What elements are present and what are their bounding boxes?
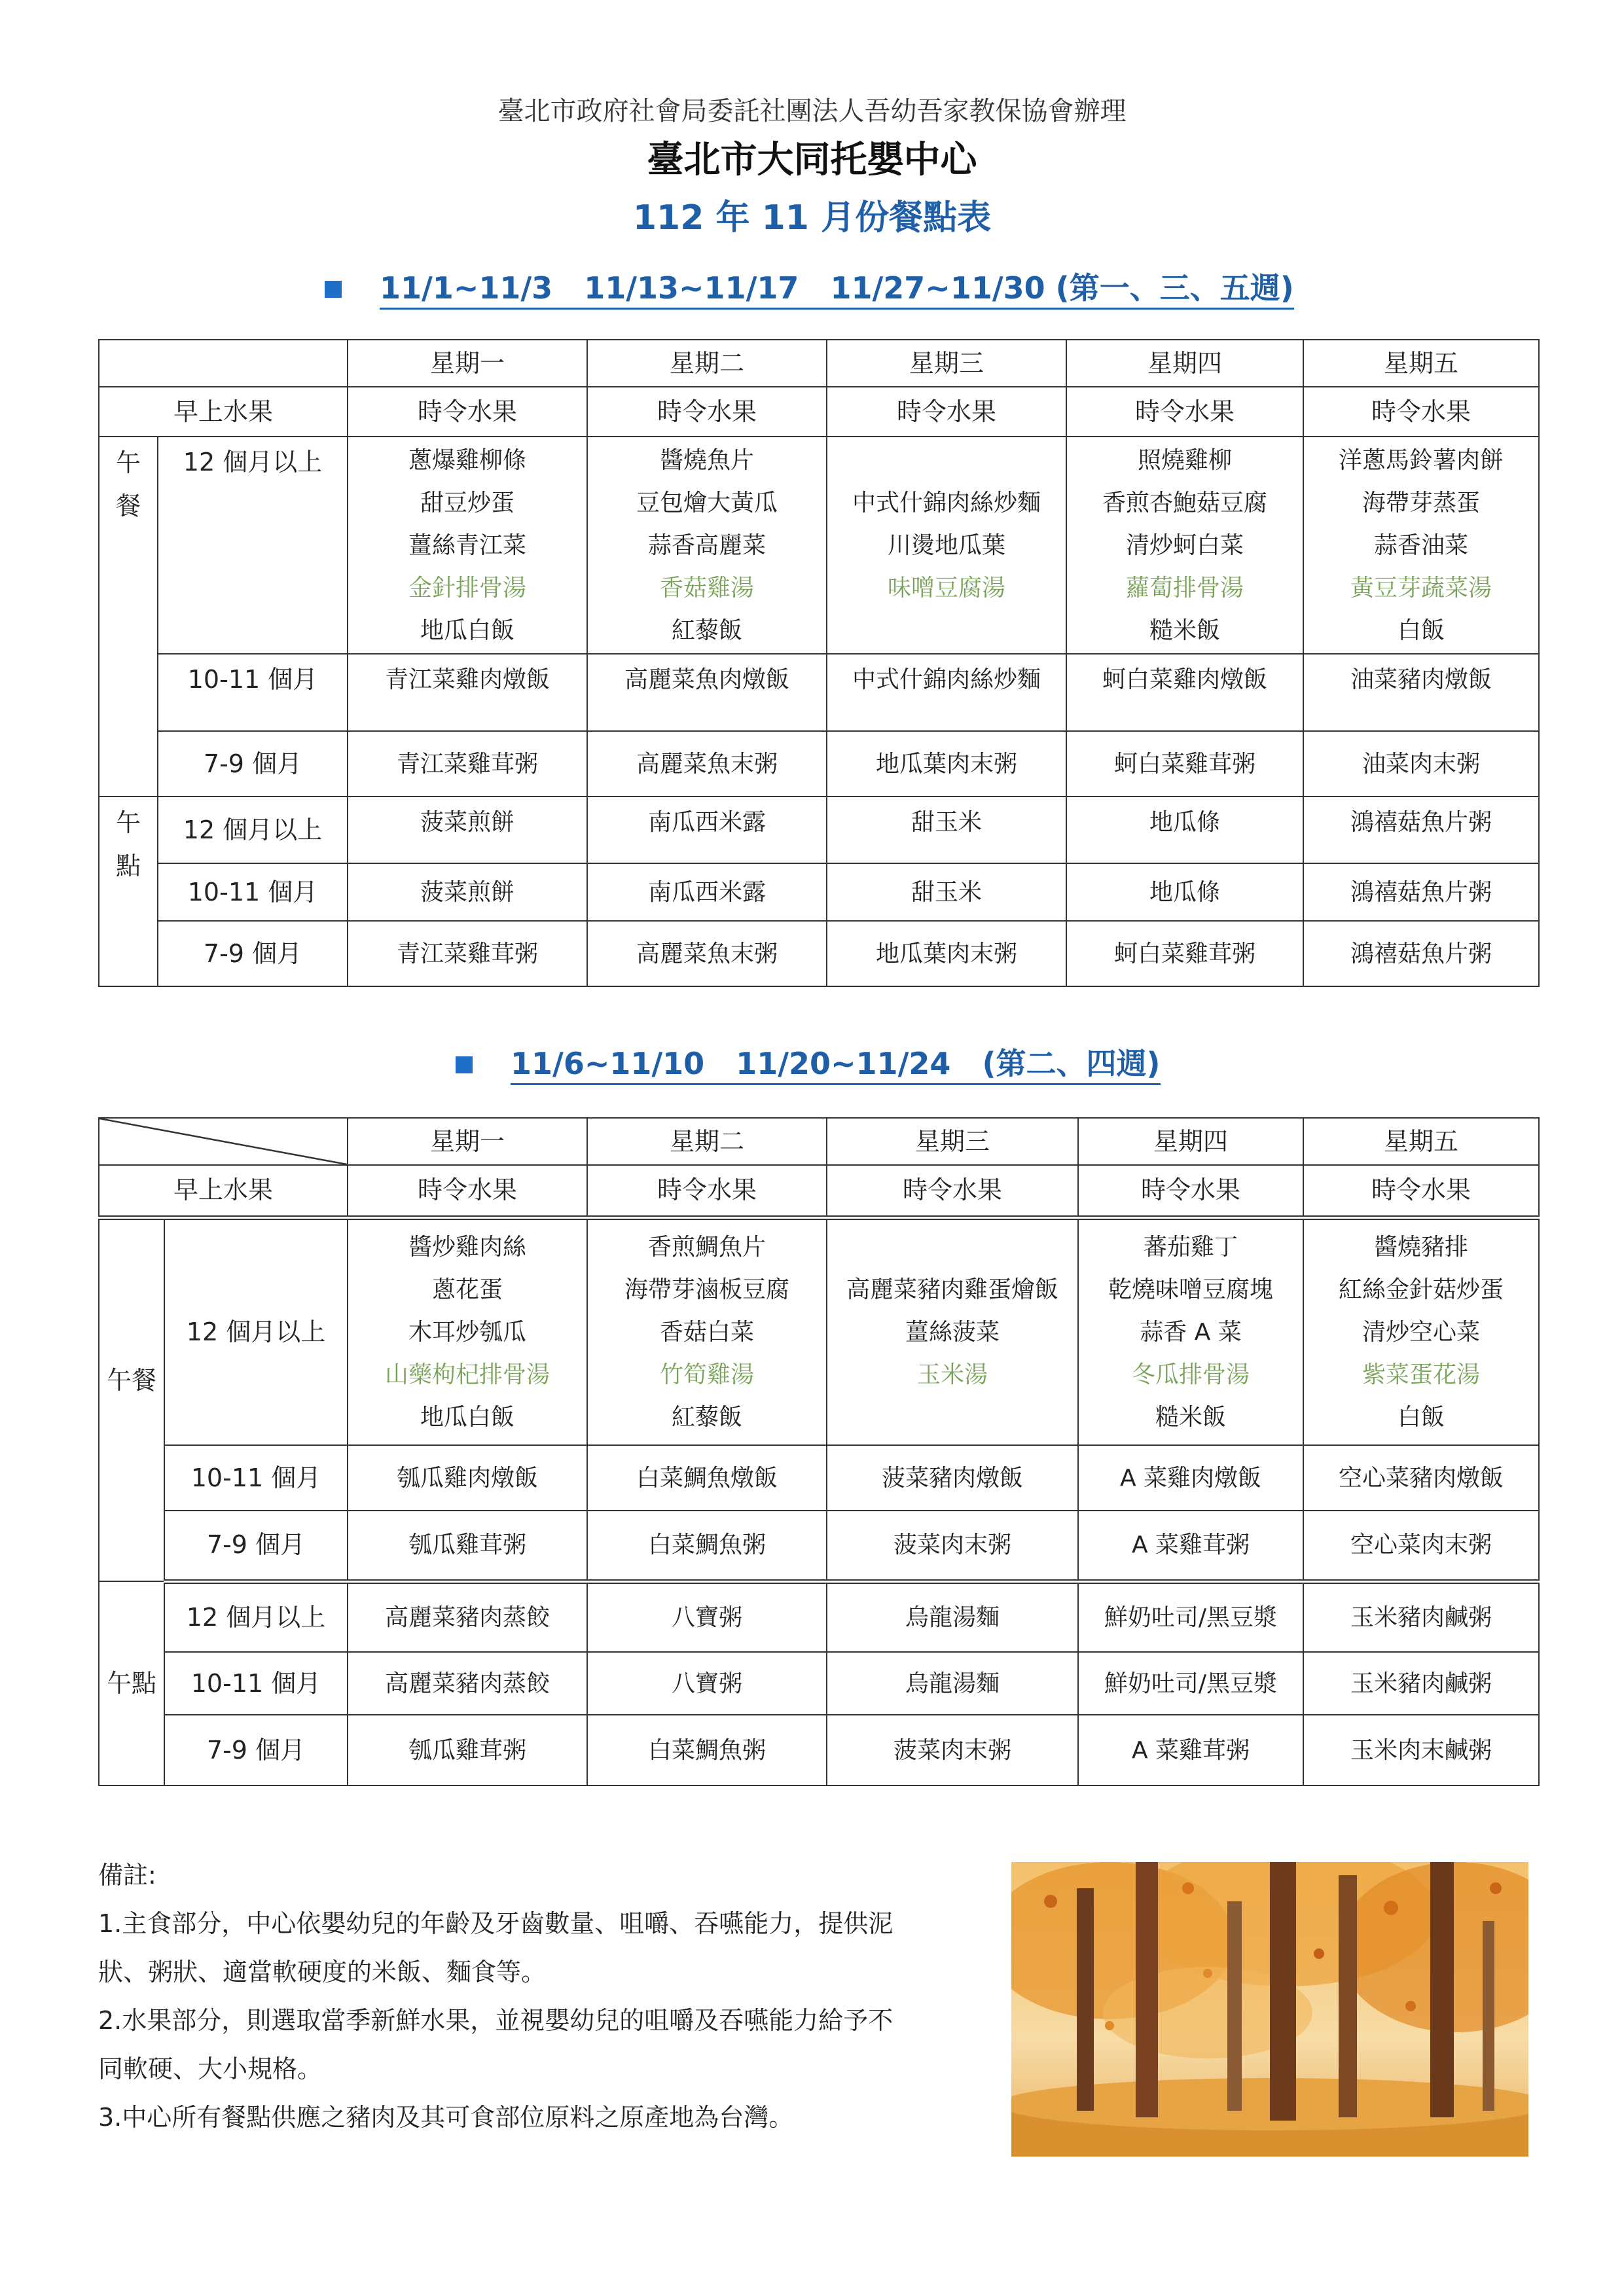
- lunch-7-cell: 高麗菜魚末粥: [587, 731, 827, 797]
- menu-item: 紅藜飯: [671, 617, 742, 644]
- lunch-10-cell: 菠菜豬肉燉飯: [827, 1445, 1078, 1511]
- menu-item: [827, 1396, 1077, 1439]
- soup-item: 冬瓜排骨湯: [1131, 1361, 1250, 1388]
- menu-item: 木耳炒瓠瓜: [408, 1318, 526, 1346]
- snack-12-cell: 鮮奶吐司/黑豆漿: [1078, 1581, 1303, 1652]
- soup-item: 竹筍雞湯: [659, 1361, 754, 1388]
- day-header: 星期五: [1303, 1118, 1539, 1165]
- lunch-10-cell: 油菜豬肉燉飯: [1303, 654, 1539, 731]
- fruit-cell: 時令水果: [827, 1165, 1078, 1217]
- lunch-10-cell: 中式什錦肉絲炒麵: [827, 654, 1066, 731]
- day-header: 星期二: [587, 340, 827, 387]
- day-header: 星期二: [587, 1118, 827, 1165]
- center-name: 臺北市大同托嬰中心: [647, 139, 977, 181]
- lunch-7-cell: A 菜雞茸粥: [1078, 1511, 1303, 1581]
- menu-item: 薑絲菠菜: [905, 1318, 1000, 1346]
- fruit-cell: 時令水果: [587, 387, 827, 437]
- lunch-10-cell: 青江菜雞肉燉飯: [348, 654, 587, 731]
- menu-item: 甜豆炒蛋: [420, 489, 514, 516]
- menu-item: 白飯: [1397, 1403, 1445, 1431]
- menu-item: 蒜香高麗菜: [647, 531, 766, 559]
- snack-7-cell: 青江菜雞茸粥: [348, 921, 587, 986]
- age-10-label: 10-11 個月: [164, 1652, 348, 1715]
- lunch-7-cell: 空心菜肉末粥: [1303, 1511, 1539, 1581]
- snack-10-cell: 南瓜西米露: [587, 863, 827, 921]
- menu-item: 蔥花蛋: [431, 1276, 503, 1303]
- menu-item: 蒜香 A 菜: [1140, 1318, 1242, 1346]
- week-a-dates: 11/1~11/3 11/13~11/17 11/27~11/30 (第一、三、五週): [380, 268, 1294, 310]
- menu-item: 中式什錦肉絲炒麵: [852, 489, 1041, 516]
- snack-12-cell: 烏龍湯麵: [827, 1581, 1078, 1652]
- soup-item: 紫菜蛋花湯: [1362, 1361, 1480, 1388]
- age-10-label: 10-11 個月: [164, 1445, 348, 1511]
- lunch-7-cell: 白菜鯛魚粥: [587, 1511, 827, 1581]
- menu-item: 糙米飯: [1155, 1403, 1226, 1431]
- day-header: 星期三: [827, 340, 1066, 387]
- age-7-label: 7-9 個月: [158, 731, 348, 797]
- menu-item: 薑絲青江菜: [408, 531, 526, 559]
- soup-item: 味噌豆腐湯: [887, 574, 1005, 601]
- lunch-label: 午餐: [99, 1217, 164, 1581]
- lunch-cell: [587, 437, 827, 654]
- lunch-7-cell: 蚵白菜雞茸粥: [1066, 731, 1303, 797]
- menu-item: 地瓜白飯: [420, 617, 514, 644]
- menu-item: 白飯: [1397, 617, 1445, 644]
- snack-12-cell: 菠菜煎餅: [348, 797, 587, 863]
- snack-7-cell: 鴻禧菇魚片粥: [1303, 921, 1539, 986]
- lunch-10-cell: 蚵白菜雞肉燉飯: [1066, 654, 1303, 731]
- lunch-cell: [827, 1217, 1078, 1445]
- age-7-label: 7-9 個月: [158, 921, 348, 986]
- fruit-cell: 時令水果: [587, 1165, 827, 1217]
- day-header: 星期五: [1303, 340, 1539, 387]
- lunch-10-cell: 高麗菜魚肉燉飯: [587, 654, 827, 731]
- menu-item: 乾燒味噌豆腐塊: [1108, 1276, 1273, 1303]
- snack-12-cell: 地瓜條: [1066, 797, 1303, 863]
- menu-item: 紅藜飯: [671, 1403, 742, 1431]
- day-header: 星期四: [1066, 340, 1303, 387]
- lunch-label: 午餐: [115, 448, 141, 520]
- day-header: 星期一: [348, 340, 587, 387]
- day-header: 星期三: [827, 1118, 1078, 1165]
- age-10-label: 10-11 個月: [158, 863, 348, 921]
- lunch-cell: [587, 1217, 827, 1445]
- lunch-cell: [1078, 1217, 1303, 1445]
- snack-12-cell: 高麗菜豬肉蒸餃: [348, 1581, 587, 1652]
- lunch-10-cell: A 菜雞肉燉飯: [1078, 1445, 1303, 1511]
- menu-item: 紅絲金針菇炒蛋: [1338, 1276, 1504, 1303]
- fruit-label: 早上水果: [99, 387, 348, 437]
- week-a-heading: [325, 268, 1294, 310]
- snack-10-cell: 甜玉米: [827, 863, 1066, 921]
- fruit-cell: 時令水果: [1303, 387, 1539, 437]
- menu-item: 照燒雞柳: [1137, 446, 1232, 474]
- snack-10-cell: 菠菜煎餅: [348, 863, 587, 921]
- snack-10-cell: 鮮奶吐司/黑豆漿: [1078, 1652, 1303, 1715]
- menu-item: 蒜香油菜: [1373, 531, 1468, 559]
- snack-10-cell: 玉米豬肉鹹粥: [1303, 1652, 1539, 1715]
- snack-7-cell: 蚵白菜雞茸粥: [1066, 921, 1303, 986]
- soup-item: 金針排骨湯: [408, 574, 526, 601]
- menu-item: 香煎鯛魚片: [647, 1233, 766, 1261]
- fruit-cell: 時令水果: [827, 387, 1066, 437]
- menu-item: 蔥爆雞柳條: [408, 446, 526, 474]
- menu-item: 醬燒魚片: [659, 446, 754, 474]
- menu-item: 海帶芽蒸蛋: [1362, 489, 1480, 516]
- week-b-dates: 11/6~11/10 11/20~11/24 (第二、四週): [511, 1044, 1161, 1085]
- menu-table-week-a: [98, 339, 1540, 987]
- age-10-label: 10-11 個月: [158, 654, 348, 731]
- lunch-cell: [1303, 437, 1539, 654]
- week-b-heading: [456, 1044, 1161, 1085]
- note-line: 同軟硬、大小規格。: [98, 2054, 323, 2083]
- lunch-7-cell: 菠菜肉末粥: [827, 1511, 1078, 1581]
- lunch-7-cell: 瓠瓜雞茸粥: [348, 1511, 587, 1581]
- day-header: 星期一: [348, 1118, 587, 1165]
- age-12-label: 12 個月以上: [164, 1581, 348, 1652]
- soup-item: 蘿蔔排骨湯: [1125, 574, 1244, 601]
- menu-item: 川燙地瓜葉: [887, 531, 1005, 559]
- snack-7-cell: 瓠瓜雞茸粥: [348, 1715, 587, 1785]
- snack-label: 午點: [99, 1581, 164, 1785]
- snack-7-cell: 玉米肉末鹹粥: [1303, 1715, 1539, 1785]
- organizer-line: 臺北市政府社會局委託社團法人吾幼吾家教保協會辦理: [497, 96, 1127, 126]
- lunch-7-cell: 青江菜雞茸粥: [348, 731, 587, 797]
- lunch-10-cell: 瓠瓜雞肉燉飯: [348, 1445, 587, 1511]
- menu-item: [827, 609, 1066, 652]
- menu-item: 蕃茄雞丁: [1143, 1233, 1238, 1261]
- snack-10-cell: 高麗菜豬肉蒸餃: [348, 1652, 587, 1715]
- square-bullet-icon: [456, 1056, 473, 1073]
- soup-item: 香菇雞湯: [659, 574, 754, 601]
- menu-item: 清炒空心菜: [1362, 1318, 1480, 1346]
- soup-item: 黃豆芽蔬菜湯: [1350, 574, 1492, 601]
- square-bullet-icon: [325, 281, 342, 298]
- lunch-cell: [348, 1217, 587, 1445]
- fruit-cell: 時令水果: [1303, 1165, 1539, 1217]
- day-header: 星期四: [1078, 1118, 1303, 1165]
- lunch-10-cell: 空心菜豬肉燉飯: [1303, 1445, 1539, 1511]
- age-7-label: 7-9 個月: [164, 1511, 348, 1581]
- menu-item: 洋蔥馬鈴薯肉餅: [1338, 446, 1504, 474]
- snack-7-cell: 白菜鯛魚粥: [587, 1715, 827, 1785]
- lunch-cell: [348, 437, 587, 654]
- snack-12-cell: 鴻禧菇魚片粥: [1303, 797, 1539, 863]
- snack-section-label: [99, 797, 158, 986]
- menu-item: 地瓜白飯: [420, 1403, 514, 1431]
- snack-10-cell: 八寶粥: [587, 1652, 827, 1715]
- snack-10-cell: 烏龍湯麵: [827, 1652, 1078, 1715]
- fruit-cell: 時令水果: [1078, 1165, 1303, 1217]
- page-title: 112 年 11 月份餐點表: [632, 198, 992, 238]
- snack-10-cell: 鴻禧菇魚片粥: [1303, 863, 1539, 921]
- lunch-10-cell: 白菜鯛魚燉飯: [587, 1445, 827, 1511]
- lunch-cell: [1066, 437, 1303, 654]
- menu-item: [827, 439, 1066, 482]
- lunch-7-cell: 地瓜葉肉末粥: [827, 731, 1066, 797]
- snack-12-cell: 玉米豬肉鹹粥: [1303, 1581, 1539, 1652]
- lunch-cell: [827, 437, 1066, 654]
- fruit-cell: 時令水果: [1066, 387, 1303, 437]
- menu-item: 醬燒豬排: [1373, 1233, 1468, 1261]
- notes-section: [98, 1851, 962, 2142]
- fruit-cell: 時令水果: [348, 387, 587, 437]
- snack-label: 午點: [115, 808, 141, 880]
- notes-title: 備註:: [98, 1861, 156, 1890]
- snack-12-cell: 甜玉米: [827, 797, 1066, 863]
- menu-item: 香煎杏鮑菇豆腐: [1102, 489, 1267, 516]
- lunch-7-cell: 油菜肉末粥: [1303, 731, 1539, 797]
- snack-12-cell: 八寶粥: [587, 1581, 827, 1652]
- note-line: 3.中心所有餐點供應之豬肉及其可食部位原料之原產地為台灣。: [98, 2103, 794, 2132]
- snack-7-cell: 菠菜肉末粥: [827, 1715, 1078, 1785]
- fruit-cell: 時令水果: [348, 1165, 587, 1217]
- age-12-label: 12 個月以上: [158, 437, 348, 654]
- snack-7-cell: A 菜雞茸粥: [1078, 1715, 1303, 1785]
- corner-cell: [99, 340, 348, 387]
- soup-item: 玉米湯: [916, 1361, 988, 1388]
- lunch-cell: [1303, 1217, 1539, 1445]
- menu-item: 清炒蚵白菜: [1125, 531, 1244, 559]
- menu-item: 豆包燴大黃瓜: [636, 489, 778, 516]
- age-12-label: 12 個月以上: [164, 1217, 348, 1445]
- note-line: 1.主食部分，中心依嬰幼兒的年齡及牙齒數量、咀嚼、吞嚥能力，提供泥: [98, 1909, 893, 1938]
- snack-12-cell: 南瓜西米露: [587, 797, 827, 863]
- snack-7-cell: 高麗菜魚末粥: [587, 921, 827, 986]
- note-line: 2.水果部分，則選取當季新鮮水果，並視嬰幼兒的咀嚼及吞嚥能力給予不: [98, 2006, 893, 2035]
- soup-item: 山藥枸杞排骨湯: [384, 1361, 550, 1388]
- note-line: 狀、粥狀、適當軟硬度的米飯、麵食等。: [98, 1958, 547, 1986]
- fruit-label: 早上水果: [99, 1165, 348, 1217]
- age-7-label: 7-9 個月: [164, 1715, 348, 1785]
- menu-item: 高麗菜豬肉雞蛋燴飯: [846, 1276, 1058, 1303]
- lunch-section-label: [99, 437, 158, 797]
- age-12-label: 12 個月以上: [158, 797, 348, 863]
- menu-item: 香菇白菜: [659, 1318, 754, 1346]
- menu-item: 醬炒雞肉絲: [408, 1233, 526, 1261]
- menu-table-week-b: [98, 1117, 1540, 1786]
- menu-item: [827, 1226, 1077, 1268]
- snack-10-cell: 地瓜條: [1066, 863, 1303, 921]
- menu-item: 糙米飯: [1149, 617, 1220, 644]
- snack-7-cell: 地瓜葉肉末粥: [827, 921, 1066, 986]
- corner-cell: [99, 1118, 348, 1165]
- autumn-forest-illustration: [1011, 1862, 1528, 2157]
- menu-item: 海帶芽滷板豆腐: [624, 1276, 789, 1303]
